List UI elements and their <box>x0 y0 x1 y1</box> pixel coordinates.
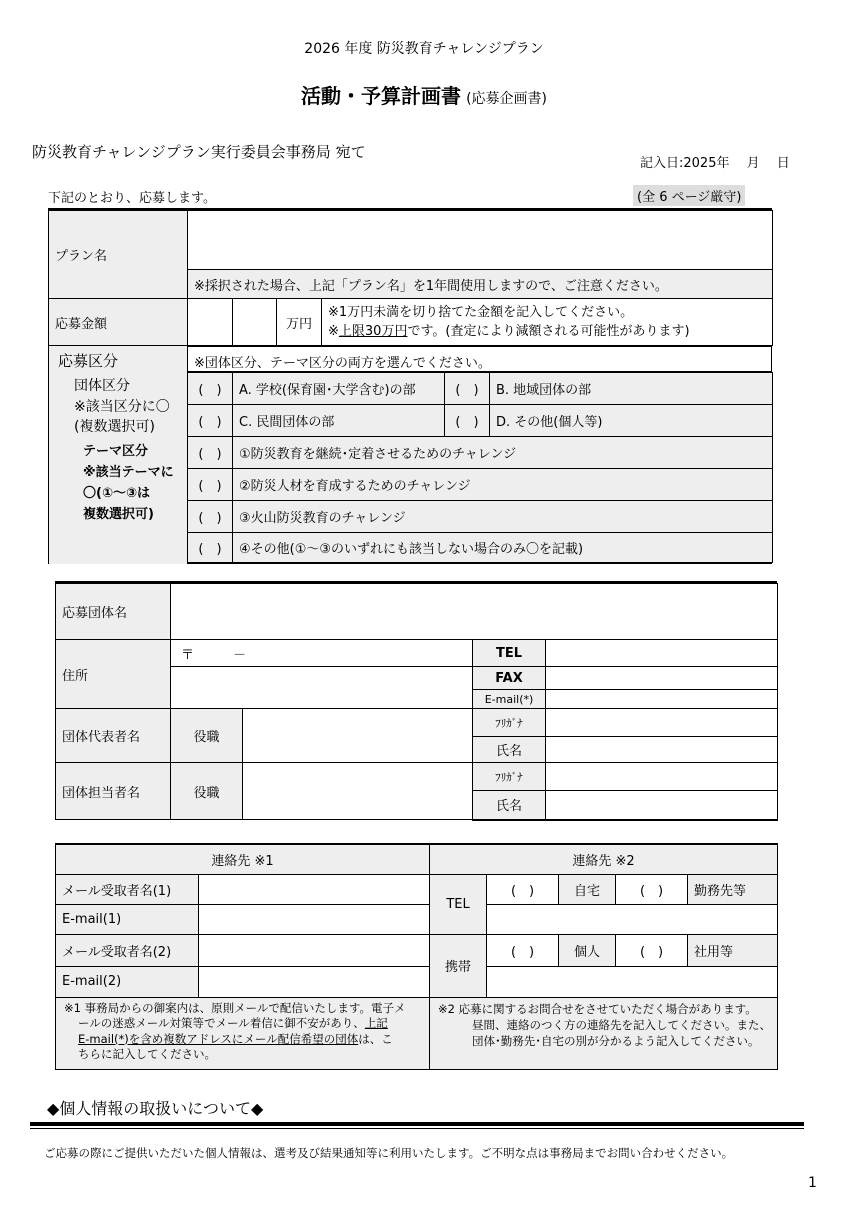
note1-b-underlined: 上記 <box>364 1016 388 1030</box>
fax-label: FAX <box>473 667 546 690</box>
amount-note-2-prefix: ※ <box>328 324 339 339</box>
note1-c-text: は、こ <box>358 1031 393 1046</box>
mobile-company-label: 社用等 <box>688 934 778 966</box>
theme-2-check[interactable]: ( ) <box>188 469 233 501</box>
contact-role-label: 役職 <box>171 763 243 820</box>
contact-furigana-label: ﾌﾘｶﾞﾅ <box>473 763 546 791</box>
address-label: 住所 <box>56 640 171 709</box>
note1-b-text: ールの迷惑メール対策等でメール着信に御不安があり、 <box>78 1016 365 1030</box>
contact2-note <box>430 997 778 1069</box>
category-options <box>187 372 773 563</box>
plan-name-note: ※採択された場合、上記「プラン名」を1年間使用しますので、ご注意ください。 <box>188 270 773 299</box>
contact-tel-label: TEL <box>430 874 487 934</box>
tel-work-label: 勤務先等 <box>688 874 778 904</box>
rep-furigana-field[interactable] <box>546 709 778 737</box>
privacy-body: ご応募の際にご提供いただいた個人情報は、選考及び結果通知等に利用いたします。ご不明な点は事務局までお問い合わせください。 <box>44 1146 734 1160</box>
privacy-rule-thin <box>30 1128 804 1129</box>
org-type-note-1: ※該当区分に〇 <box>74 399 170 415</box>
tel-home-label: 自宅 <box>559 874 616 904</box>
email-label: E-mail(*) <box>473 690 546 709</box>
doc-title <box>0 80 848 109</box>
category-label: 応募区分 <box>58 352 119 370</box>
postal-field[interactable]: 〒 － <box>171 640 473 667</box>
note1-line-c <box>64 1032 425 1048</box>
intro-text: 下記のとおり、応募します。 <box>48 191 216 206</box>
org-b-check[interactable]: ( ) <box>445 373 490 405</box>
note2-line-c: 団体･勤務先･自宅の別が分かるよう記入してください。 <box>472 1033 760 1048</box>
amount-notes <box>322 299 773 346</box>
note2-line-b: 昼間、連絡のつく方の連絡先を記入してください。また、 <box>472 1017 772 1032</box>
contact-furigana-field[interactable] <box>546 763 778 791</box>
note2-line-a: ※2 応募に関するお問合せをさせていただく場合があります。 <box>438 1001 757 1016</box>
tel-label: TEL <box>473 640 546 667</box>
org-b-label: B. 地域団体の部 <box>490 373 773 405</box>
org-name-label: 応募団体名 <box>56 584 171 640</box>
privacy-heading: ◆個人情報の取扱いについて◆ <box>47 1099 264 1118</box>
theme-4-check[interactable]: ( ) <box>188 533 233 563</box>
org-name-field[interactable] <box>171 584 778 640</box>
page-number: 1 <box>808 1175 817 1191</box>
email-field[interactable] <box>546 690 778 709</box>
category-note: ※団体区分、テーマ区分の両方を選んでください。 <box>194 356 491 371</box>
theme-1-check[interactable]: ( ) <box>188 437 233 469</box>
amount-note-1: ※1万円未満を切り捨てた金額を記入してください。 <box>328 305 634 320</box>
org-c-label: C. 民間団体の部 <box>233 405 445 437</box>
note1-line-b <box>64 1016 425 1032</box>
tel-home-check[interactable]: ( ) <box>487 874 559 904</box>
mail-name1-field[interactable] <box>199 874 430 904</box>
plan-name-field[interactable] <box>188 211 773 270</box>
contacts-table <box>55 843 778 1070</box>
note1-line-a: ※1 事務局からの御案内は、原則メールで配信いたします。電子メ <box>64 1000 406 1015</box>
theme-note-1: ※該当テーマに <box>83 465 174 480</box>
org-d-label: D. その他(個人等) <box>490 405 773 437</box>
email2-field[interactable] <box>199 966 430 997</box>
theme-3-check[interactable]: ( ) <box>188 501 233 533</box>
mobile-label: 携帯 <box>430 934 487 997</box>
tel-work-check[interactable]: ( ) <box>616 874 688 904</box>
doc-title-suffix: (応募企画書) <box>466 91 548 107</box>
org-a-check[interactable]: ( ) <box>188 373 233 405</box>
theme-1-label: ①防災教育を継続･定着させるためのチャレンジ <box>233 437 773 469</box>
theme-note-3: 複数選択可) <box>83 507 154 522</box>
org-table <box>55 583 778 821</box>
mail-name1-label: メール受取者名(1) <box>56 874 199 904</box>
rep-name-field[interactable] <box>546 737 778 763</box>
contact-name-label: 氏名 <box>473 791 546 820</box>
amount-unit: 万円 <box>277 299 322 346</box>
privacy-rule-thick <box>30 1122 804 1126</box>
mail-name2-label: メール受取者名(2) <box>56 934 199 966</box>
fax-field[interactable] <box>546 667 778 690</box>
mobile-field[interactable] <box>487 966 778 997</box>
org-a-label: A. 学校(保育園･大学含む)の部 <box>233 373 445 405</box>
rep-name-label: 氏名 <box>473 737 546 763</box>
program-line: 2026 年度 防災教育チャレンジプラン <box>304 41 544 57</box>
rep-furigana-label: ﾌﾘｶﾞﾅ <box>473 709 546 737</box>
contact-name-field[interactable] <box>546 791 778 820</box>
plan-name-label: プラン名 <box>49 211 188 299</box>
email1-field[interactable] <box>199 904 430 934</box>
contact1-title: 連絡先 ※1 <box>56 844 430 874</box>
contact-label: 団体担当者名 <box>56 763 171 820</box>
note1-line-d: ちらに記入してください。 <box>78 1047 216 1061</box>
amount-limit: 上限30万円 <box>338 324 408 339</box>
amount-digit-2[interactable] <box>233 299 277 346</box>
page-limit-badge: (全 6 ページ厳守) <box>633 185 745 206</box>
theme-label: テーマ区分 <box>83 444 149 459</box>
mail-name2-field[interactable] <box>199 934 430 966</box>
rep-role-field[interactable] <box>243 709 473 763</box>
email1-label: E-mail(1) <box>56 904 199 934</box>
org-d-check[interactable]: ( ) <box>445 405 490 437</box>
rep-label: 団体代表者名 <box>56 709 171 763</box>
amount-digit-1[interactable] <box>188 299 233 346</box>
contact1-note <box>56 997 430 1069</box>
rep-role-label: 役職 <box>171 709 243 763</box>
contact2-title: 連絡先 ※2 <box>430 844 778 874</box>
theme-3-label: ③火山防災教育のチャレンジ <box>233 501 773 533</box>
mobile-company-check[interactable]: ( ) <box>616 934 688 966</box>
note1-c-underlined: E-mail(*)を含め複数アドレスにメール配信希望の団体 <box>78 1031 359 1046</box>
mobile-personal-label: 個人 <box>559 934 616 966</box>
theme-4-label: ④その他(①～③のいずれにも該当しない場合のみ〇を記載) <box>233 533 773 563</box>
email2-label: E-mail(2) <box>56 966 199 997</box>
org-type-note-2: (複数選択可) <box>74 419 155 435</box>
theme-2-label: ②防災人材を育成するためのチャレンジ <box>233 469 773 501</box>
addressee: 防災教育チャレンジプラン実行委員会事務局 宛て <box>32 143 366 161</box>
address-field[interactable] <box>171 667 473 709</box>
org-type-label: 団体区分 <box>74 378 130 394</box>
theme-note-2: 〇(①～③は <box>83 486 150 501</box>
contact-tel-field[interactable] <box>487 904 778 934</box>
amount-note-2 <box>328 322 772 341</box>
amount-label: 応募金額 <box>49 299 188 346</box>
amount-note-2-suffix: です。(査定により減額される可能性があります) <box>407 324 690 339</box>
date-label: 記入日:2025年 月 日 <box>640 156 790 171</box>
doc-title-main: 活動・予算計画書 <box>300 84 461 108</box>
tel-field[interactable] <box>546 640 778 667</box>
plan-table <box>48 210 773 346</box>
mobile-personal-check[interactable]: ( ) <box>487 934 559 966</box>
org-c-check[interactable]: ( ) <box>188 405 233 437</box>
contact-role-field[interactable] <box>243 763 473 820</box>
